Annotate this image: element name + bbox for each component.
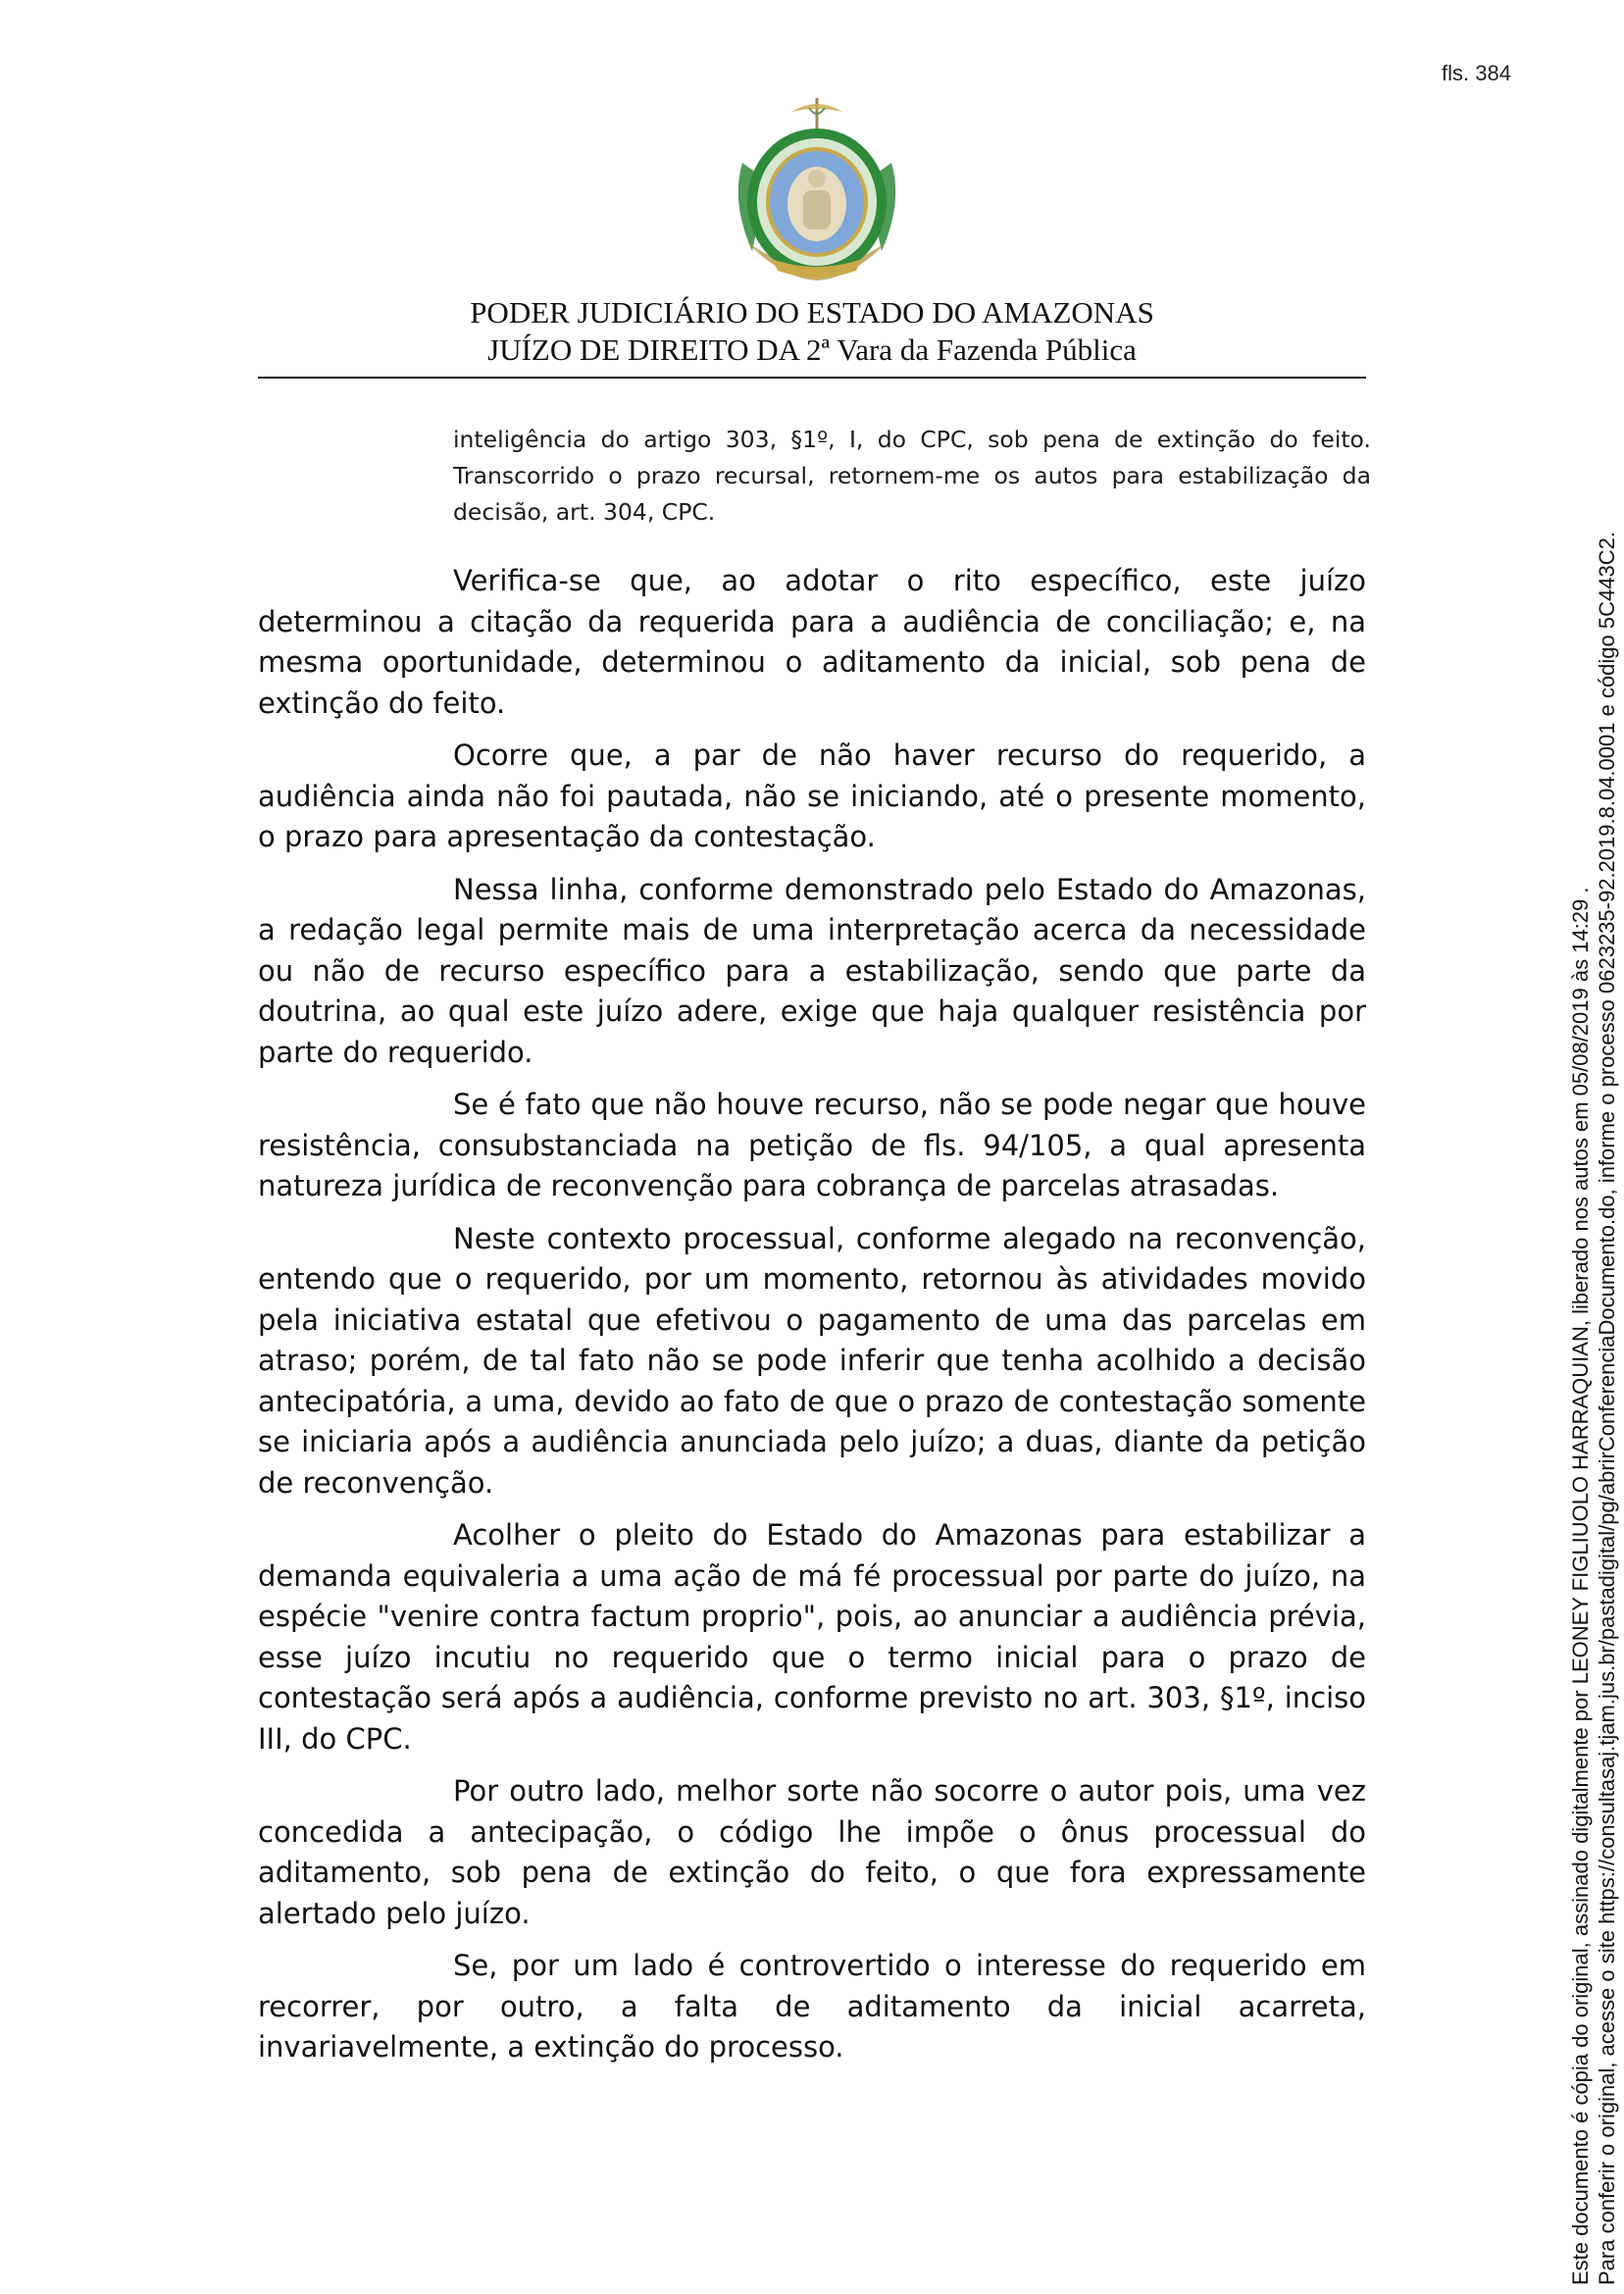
header-line-venue: JUÍZO DE DIREITO DA 2ª Vara da Fazenda Pública	[487, 332, 1137, 367]
quoted-decision: inteligência do artigo 303, §1º, I, do CPC, sob pena de extinção do feito. Transcorrido o prazo recursal, retornem-me os autos para estabilização da decisão, art. 304, CPC.	[453, 426, 1371, 526]
page-number: fls. 384	[1442, 61, 1511, 85]
paragraph: Por outro lado, melhor sorte não socorre o autor pois, uma vez concedida a antecipação, o código lhe impõe o ônus processual do aditamento, sob pena de extinção do feito, o que fora expressamente alertado pelo juízo.	[258, 1774, 1366, 1930]
paragraph: Se é fato que não houve recurso, não se pode negar que houve resistência, consubstanciada na petição de fls. 94/105, a qual apresenta natureza jurídica de reconvenção para cobrança de parcelas atrasadas.	[258, 1088, 1366, 1202]
paragraph: Se, por um lado é controvertido o interesse do requerido em recorrer, por outro, a falta de aditamento da inicial acarreta, invariavelmente, a extinção do processo.	[258, 1949, 1366, 2064]
court-header	[258, 294, 1366, 369]
decision-body	[258, 561, 1366, 2080]
court-seal	[723, 94, 911, 290]
header-divider	[258, 377, 1366, 379]
header-line-court: PODER JUDICIÁRIO DO ESTADO DO AMAZONAS	[470, 295, 1154, 330]
paragraph: Verifica-se que, ao adotar o rito específico, este juízo determinou a citação da requerida para a audiência de conciliação; e, na mesma oportunidade, determinou o aditamento da inicial, sob pena de extinção do feito.	[258, 564, 1366, 720]
paragraph: Ocorre que, a par de não haver recurso do requerido, a audiência ainda não foi pautada, não se iniciando, até o presente momento, o prazo para apresentação da contestação.	[258, 739, 1366, 853]
paragraph: Acolher o pleito do Estado do Amazonas para estabilizar a demanda equivaleria a uma ação de má fé processual por parte do juízo, na espécie "venire contra factum proprio", pois, ao anunciar a audiência prévia, esse juízo incutiu no requerido que o termo inicial para o prazo de contestação será após a audiência, conforme previsto no art. 303, §1º, inciso III, do CPC.	[258, 1518, 1366, 1756]
digital-signature-note	[1567, 284, 1620, 2285]
paragraph: Neste contexto processual, conforme alegado na reconvenção, entendo que o requerido, por um momento, retornou às atividades movido pela iniciativa estatal que efetivou o pagamento de uma das parcelas em atraso; porém, de tal fato não se pode inferir que tenha acolhido a decisão antecipatória, a uma, devido ao fato de que o prazo de contestação somente se iniciaria após a audiência anunciada pelo juízo; a duas, diante da petição de reconvenção.	[258, 1221, 1366, 1500]
court-coat-of-arms-icon	[723, 94, 911, 290]
verification-line: Para conferir o original, acesse o site https://consultasaj.tjam.jus.br/pastadigital/pg/abrirConferenciaDocumento.do, informe o processo 0623235-92.2019.8.04.0001 e código 5C443C2.	[1595, 532, 1619, 2285]
signature-line: Este documento é cópia do original, assinado digitalmente por LEONEY FIGLIUOLO HARRAQUIAN, liberado nos autos em 05/08/2019 às 14:29 .	[1568, 887, 1593, 2285]
paragraph: Nessa linha, conforme demonstrado pelo Estado do Amazonas, a redação legal permite mais de uma interpretação acerca da necessidade ou não de recurso específico para a estabilização, sendo que parte da doutrina, ao qual este juízo adere, exige que haja qualquer resistência por parte do requerido.	[258, 872, 1366, 1069]
